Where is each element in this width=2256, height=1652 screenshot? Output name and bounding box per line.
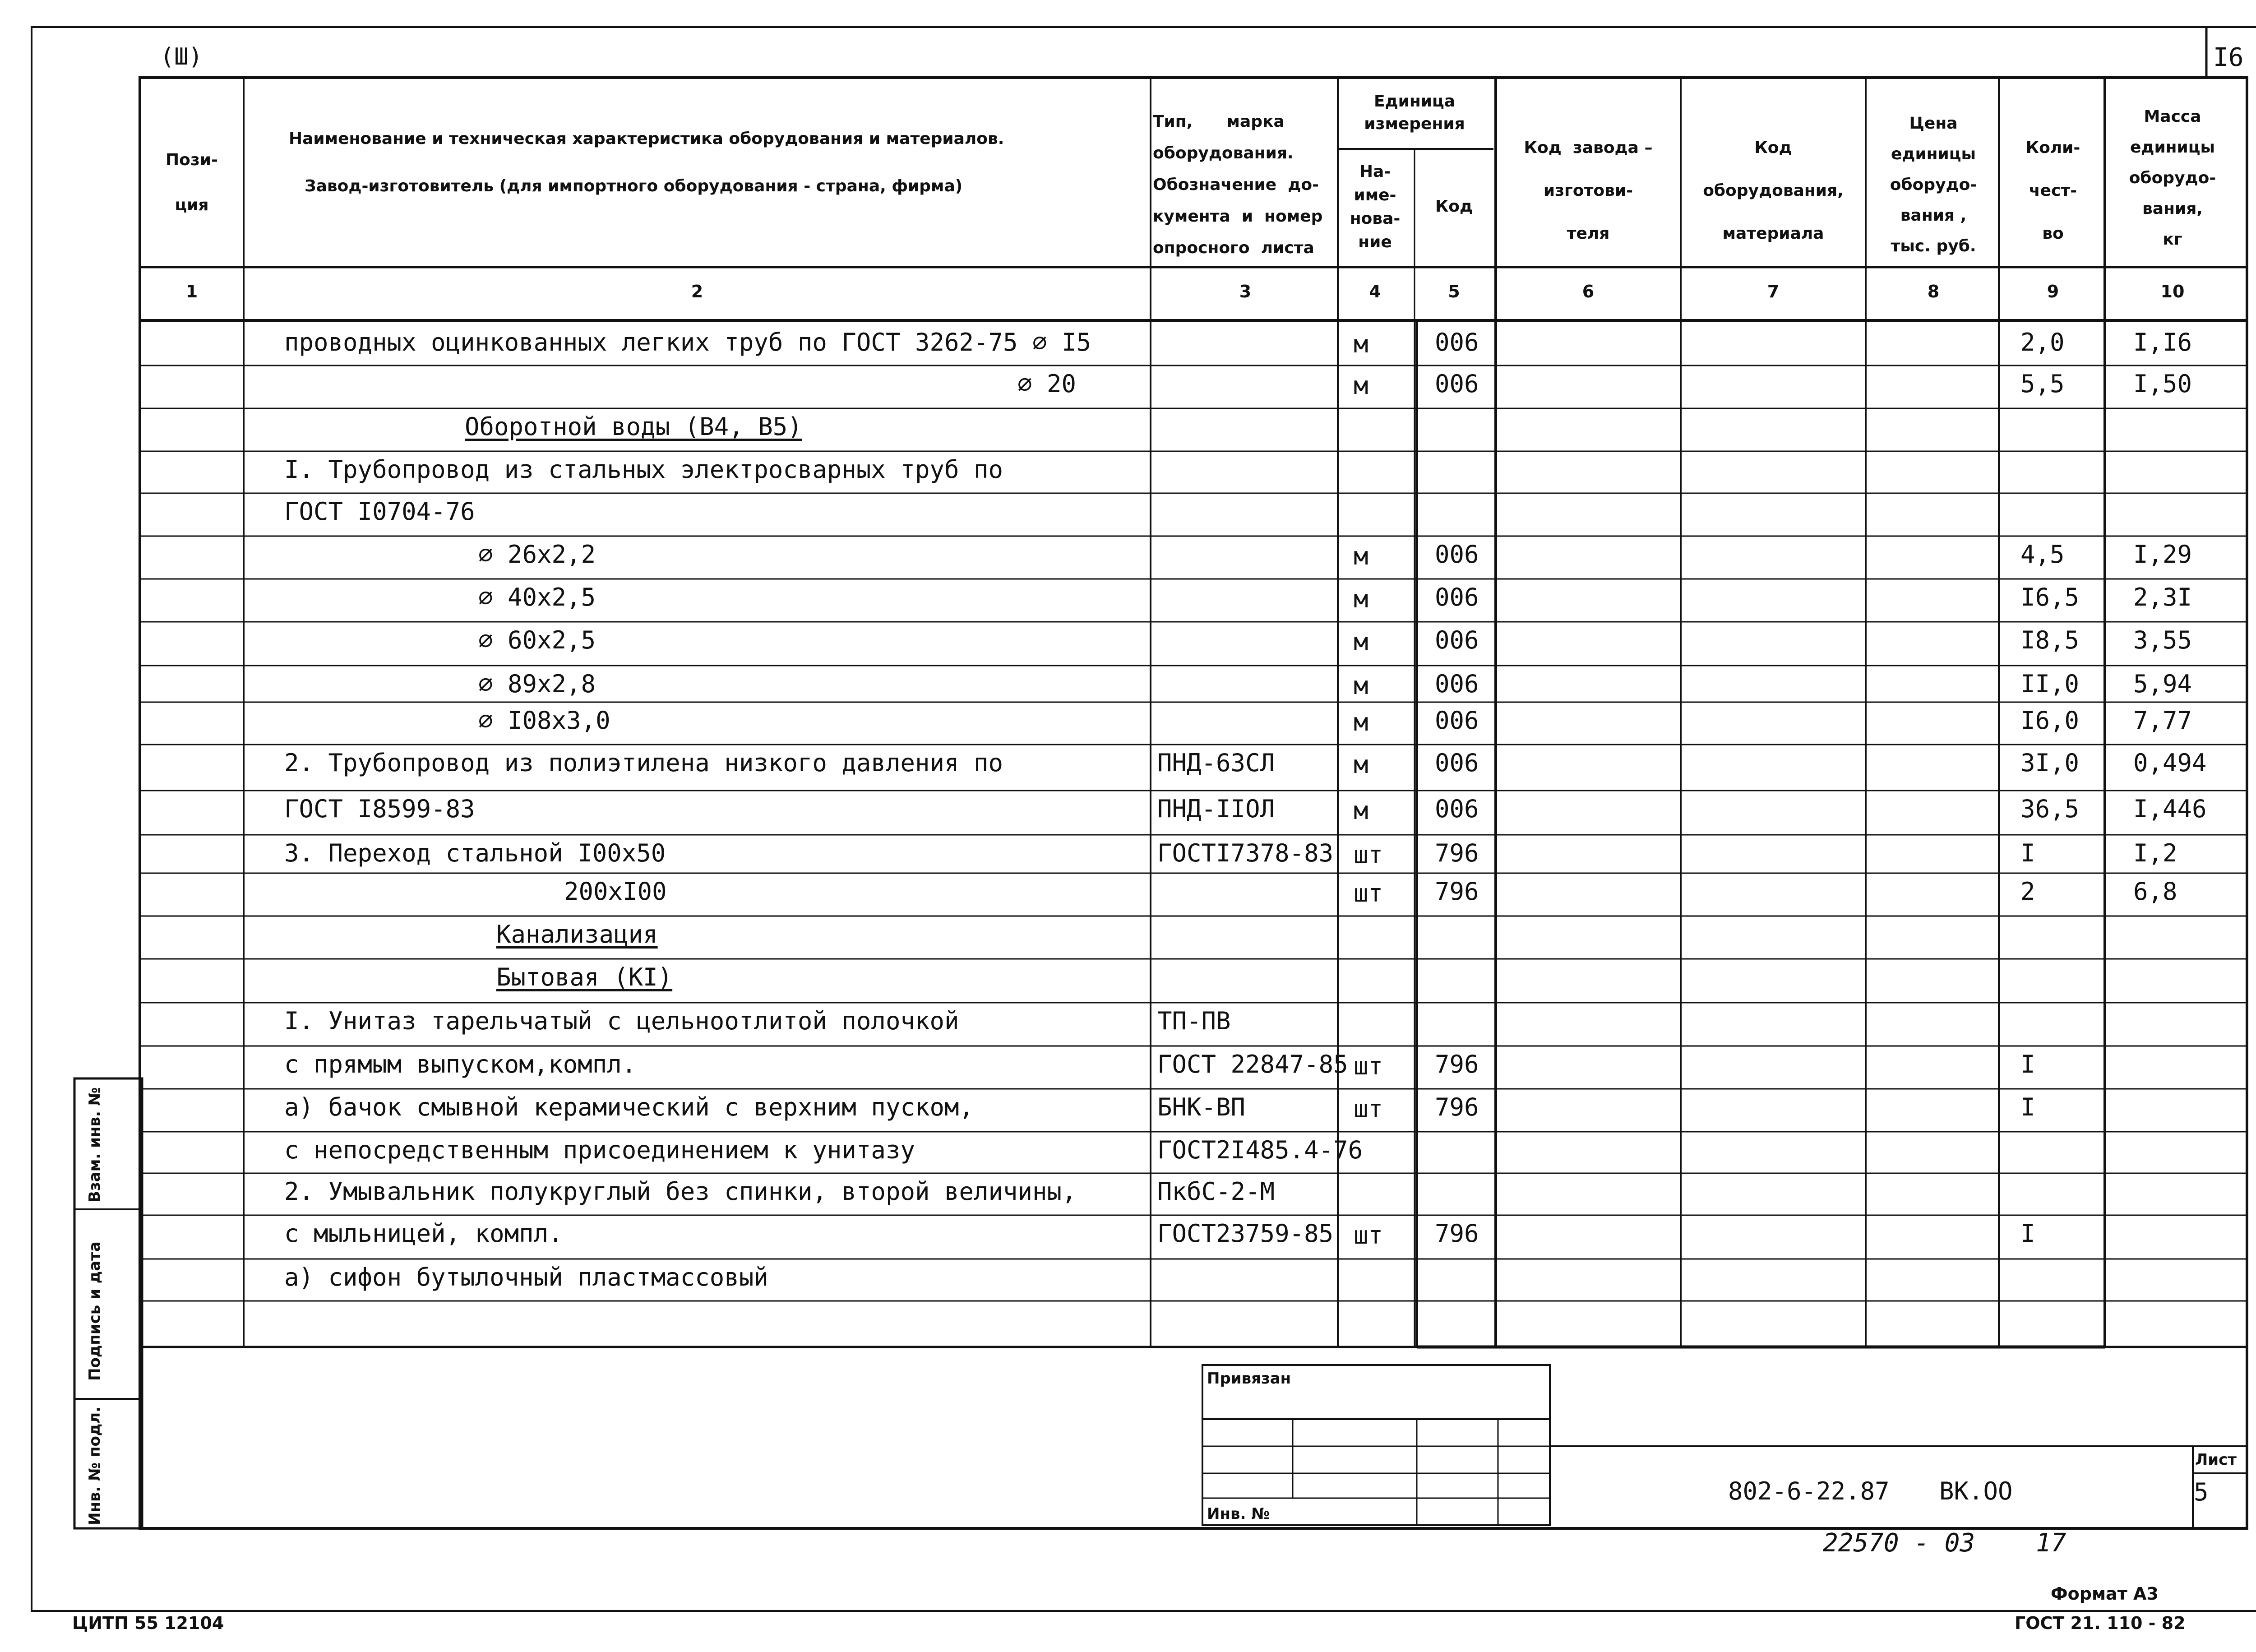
row-quantity: I <box>2020 1219 2035 1248</box>
header-name-line2: Завод-изготовитель (для импортного оборудования - страна, фирма) <box>305 177 963 195</box>
row-unit: м <box>1354 628 1368 656</box>
row-name: Оборотной воды (В4, В5) <box>465 412 802 441</box>
stamp-bound-label: Привязан <box>1207 1370 1291 1388</box>
row-name: с мыльницей, компл. <box>284 1219 563 1248</box>
row-code: 796 <box>1435 1050 1479 1078</box>
row-name: 200xI00 <box>564 877 667 906</box>
column-number: 2 <box>691 282 703 301</box>
row-unit: шт <box>1354 1221 1383 1249</box>
row-quantity: I6,5 <box>2020 583 2080 611</box>
row-name: Канализация <box>496 920 658 949</box>
row-type: ГОСТ2I485.4-76 <box>1157 1136 1363 1164</box>
row-type: ГОСТ23759-85 <box>1157 1219 1334 1248</box>
row-code: 796 <box>1435 877 1479 906</box>
row-quantity: II,0 <box>2020 670 2080 698</box>
header-unit-name: На- име- нова- ние <box>1350 162 1401 251</box>
row-code: 006 <box>1435 370 1479 398</box>
footer-left-code: ЦИТП 55 12104 <box>72 1613 224 1633</box>
row-code: 796 <box>1435 839 1479 867</box>
header-mass: Масса единицы оборудо- вания, кг <box>2129 107 2216 249</box>
row-code: 006 <box>1435 328 1479 356</box>
row-unit: м <box>1354 796 1368 825</box>
row-mass: I,I6 <box>2133 328 2192 356</box>
row-code: 006 <box>1435 626 1479 654</box>
row-name: с непосредственным присоединением к унитазу <box>284 1136 915 1164</box>
row-quantity: I <box>2020 839 2035 867</box>
row-unit: шт <box>1354 1095 1383 1123</box>
column-number: 10 <box>2160 282 2185 301</box>
row-quantity: 3I,0 <box>2020 749 2080 777</box>
side-label-signature-date: Подпись и дата <box>86 1241 104 1381</box>
column-number: 3 <box>1239 282 1252 301</box>
row-quantity: 36,5 <box>2020 795 2080 823</box>
column-number: 7 <box>1767 282 1780 301</box>
row-name: ∅ 89x2,8 <box>478 670 596 698</box>
column-number: 5 <box>1448 282 1460 301</box>
row-quantity: 5,5 <box>2020 370 2065 398</box>
header-quantity: Коли- чест- во <box>2025 139 2080 243</box>
row-name: Бытовая (КI) <box>496 963 673 991</box>
row-mass: I,446 <box>2133 795 2207 823</box>
row-quantity: I8,5 <box>2020 626 2080 654</box>
row-mass: 2,3I <box>2133 583 2192 611</box>
row-name: ∅ I08x3,0 <box>478 706 610 735</box>
row-mass: 7,77 <box>2133 706 2192 735</box>
row-quantity: 2,0 <box>2020 328 2065 356</box>
side-label-replaced-inv: Взам. инв. № <box>86 1087 104 1203</box>
header-plant-code: Код завода – изготови- теля <box>1524 139 1653 243</box>
row-name: ∅ 20 <box>1017 370 1077 398</box>
row-quantity: 4,5 <box>2020 540 2065 569</box>
row-mass: I,29 <box>2133 540 2192 569</box>
row-unit: м <box>1354 585 1368 613</box>
header-type: Тип, марка оборудования. Обозначение до- кумента и номер опросного листа <box>1153 112 1323 257</box>
row-quantity: I <box>2020 1093 2035 1121</box>
sheet-left-mark: (Ш) <box>160 43 203 70</box>
row-name: ГОСТ I8599-83 <box>284 795 475 823</box>
row-type: БНК-ВП <box>1157 1093 1246 1121</box>
row-name: I. Трубопровод из стальных электросварных труб по <box>284 455 1003 484</box>
header-unit-code: Код <box>1435 197 1473 216</box>
handwritten-registration-number: 22570 - 03 17 <box>1823 1528 2066 1558</box>
row-name: проводных оцинкованных легких труб по ГОСТ 3262-75 ∅ I5 <box>284 328 1091 356</box>
row-name: а) бачок смывной керамический с верхним пуском, <box>284 1093 974 1121</box>
row-unit: м <box>1354 542 1368 570</box>
row-unit: шт <box>1354 879 1383 907</box>
sheet-label: Лист <box>2195 1451 2237 1469</box>
row-code: 006 <box>1435 706 1479 735</box>
footer-format: Формат А3 <box>2051 1584 2159 1604</box>
row-mass: I,50 <box>2133 370 2192 398</box>
row-unit: шт <box>1354 841 1383 869</box>
row-code: 796 <box>1435 1219 1479 1248</box>
header-name-line1: Наименование и техническая характеристика оборудования и материалов. <box>289 130 1004 148</box>
row-type: ГОСТ 22847-85 <box>1157 1050 1348 1078</box>
document-code: 802-6-22.87 <box>1728 1477 1890 1505</box>
row-unit: м <box>1354 750 1368 779</box>
column-number: 9 <box>2047 282 2059 301</box>
row-mass: I,2 <box>2133 839 2177 867</box>
row-unit: м <box>1354 330 1368 358</box>
row-type: ПкбС-2-М <box>1157 1177 1275 1206</box>
row-unit: шт <box>1354 1052 1383 1080</box>
row-name: ∅ 40x2,5 <box>478 583 596 611</box>
stamp-inv-label: Инв. № <box>1207 1505 1270 1523</box>
column-number: 4 <box>1369 282 1381 301</box>
row-mass: 6,8 <box>2133 877 2177 906</box>
header-position: Пози- ция <box>166 151 218 214</box>
row-unit: м <box>1354 708 1368 736</box>
page-number: I6 <box>2213 43 2244 72</box>
row-name: ГОСТ I0704-76 <box>284 497 475 526</box>
row-quantity: I <box>2020 1050 2035 1078</box>
row-code: 006 <box>1435 670 1479 698</box>
side-label-original-inv: Инв. № подл. <box>86 1406 104 1525</box>
row-code: 006 <box>1435 795 1479 823</box>
sheet-number: 5 <box>2194 1478 2209 1506</box>
row-name: 2. Трубопровод из полиэтилена низкого давления по <box>284 749 1003 777</box>
side-stamp-frame <box>74 1078 142 1528</box>
row-type: ТП-ПВ <box>1157 1007 1231 1035</box>
column-number: 1 <box>185 282 198 301</box>
row-code: 006 <box>1435 749 1479 777</box>
row-code: 006 <box>1435 540 1479 569</box>
footer-gost: ГОСТ 21. 110 - 82 <box>2015 1613 2186 1633</box>
row-name: 2. Умывальник полукруглый без спинки, второй величины, <box>284 1177 1077 1206</box>
column-number: 6 <box>1582 282 1595 301</box>
column-number: 8 <box>1927 282 1940 301</box>
row-name: 3. Переход стальной I00x50 <box>284 839 666 867</box>
header-price: Цена единицы оборудо- вания , тыс. руб. <box>1890 114 1977 255</box>
row-name: ∅ 26x2,2 <box>478 540 596 569</box>
row-mass: 5,94 <box>2133 670 2192 698</box>
row-name: ∅ 60x2,5 <box>478 626 596 654</box>
row-name: а) сифон бутылочный пластмассовый <box>284 1263 768 1291</box>
row-unit: м <box>1354 671 1368 700</box>
row-code: 796 <box>1435 1093 1479 1121</box>
row-type: ГОСТI7378-83 <box>1157 839 1334 867</box>
row-name: I. Унитаз тарельчатый с цельноотлитой полочкой <box>284 1007 959 1035</box>
row-code: 006 <box>1435 583 1479 611</box>
row-unit: м <box>1354 371 1368 400</box>
row-name: с прямым выпуском,компл. <box>284 1050 637 1078</box>
row-type: ПНД-63СЛ <box>1157 749 1275 777</box>
header-equipment-code: Код оборудования, материала <box>1703 139 1844 243</box>
header-unit-group: Единица измерения <box>1364 92 1465 133</box>
row-mass: 3,55 <box>2133 626 2192 654</box>
row-mass: 0,494 <box>2133 749 2207 777</box>
row-quantity: 2 <box>2020 877 2035 906</box>
row-quantity: I6,0 <box>2020 706 2080 735</box>
row-type: ПНД-IIОЛ <box>1157 795 1275 823</box>
document-section: ВК.ОО <box>1939 1477 2013 1505</box>
